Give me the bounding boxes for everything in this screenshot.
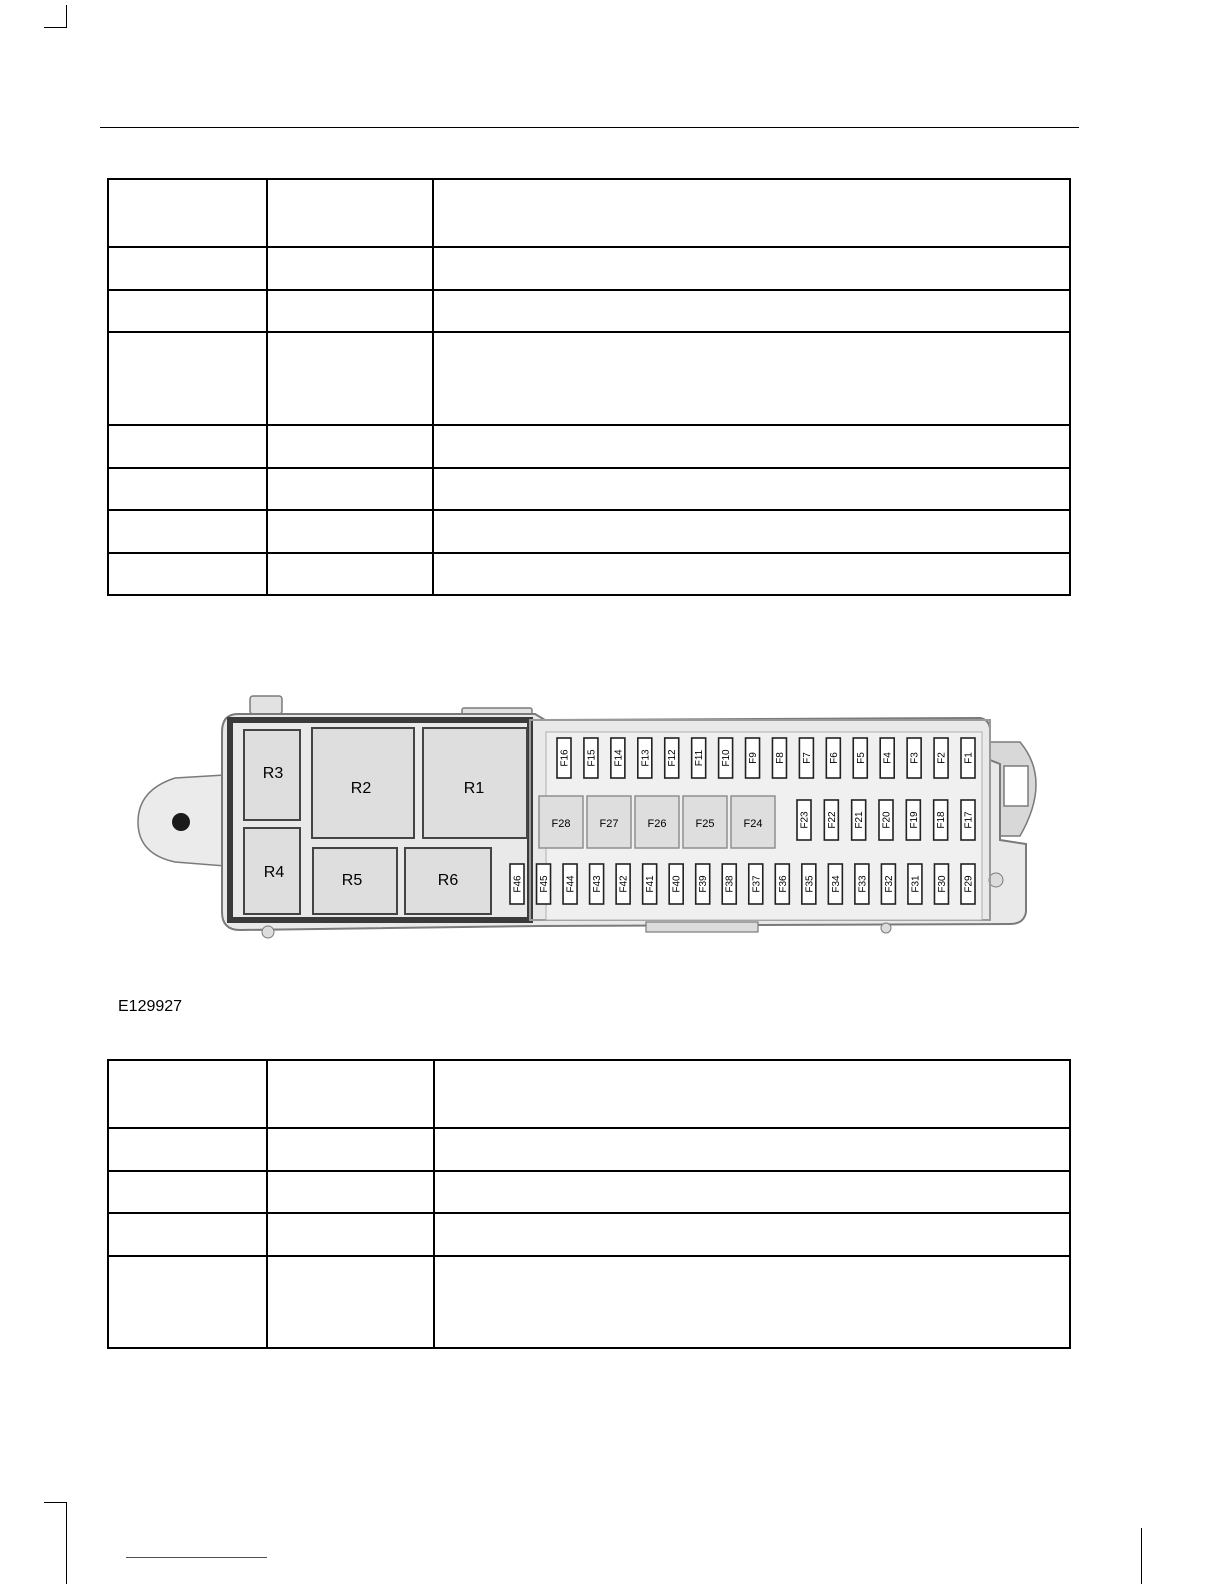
table-row xyxy=(108,425,1070,468)
table-row xyxy=(108,510,1070,553)
table-row xyxy=(108,1213,1070,1256)
fuse-f39 xyxy=(696,864,710,904)
fuse-f25 xyxy=(683,796,727,848)
fuse-label: F43 xyxy=(592,875,604,893)
fuse-label: F23 xyxy=(799,811,811,829)
relay-r2 xyxy=(312,728,414,838)
table-row xyxy=(108,1171,1070,1213)
fuse-label: F41 xyxy=(645,875,657,893)
fuse-f30 xyxy=(934,864,948,904)
fuse-label: F18 xyxy=(936,811,948,829)
fuse-label: F26 xyxy=(647,818,667,830)
upper-table xyxy=(107,178,1071,596)
figure-caption: E129927 xyxy=(118,998,183,1015)
fuse-f19 xyxy=(906,800,920,840)
fuse-f15 xyxy=(584,738,598,778)
fuse-label: F22 xyxy=(826,811,838,829)
fuse-f41 xyxy=(643,864,657,904)
fuse-f6 xyxy=(826,738,840,778)
fuse-label: F21 xyxy=(854,811,866,829)
fuse-label: F15 xyxy=(586,749,598,767)
fuse-f26 xyxy=(635,796,679,848)
fuse-f22 xyxy=(824,800,838,840)
fuse-f40 xyxy=(669,864,683,904)
fuse-label: F7 xyxy=(801,752,813,764)
fuse-label: F36 xyxy=(777,875,789,893)
fuse-label: F8 xyxy=(774,752,786,764)
fuse-label: F35 xyxy=(804,875,816,893)
fuse-f43 xyxy=(590,864,604,904)
fuse-f44 xyxy=(563,864,577,904)
fuse-f17 xyxy=(961,800,975,840)
crop-mark-bottom-left-horizontal xyxy=(44,1502,67,1503)
fuse-label: F25 xyxy=(695,818,715,830)
relay-r1 xyxy=(423,728,527,838)
fuse-label: F38 xyxy=(724,875,736,893)
fuse-label: F37 xyxy=(751,875,763,893)
fuse-f7 xyxy=(799,738,813,778)
relay-r5 xyxy=(313,848,397,914)
fuse-f3 xyxy=(907,738,921,778)
table-row xyxy=(108,553,1070,595)
relay-r1-label: R1 xyxy=(463,780,485,797)
fuse-label: F1 xyxy=(963,752,975,764)
fuse-f34 xyxy=(828,864,842,904)
fuse-f32 xyxy=(881,864,895,904)
fuse-label: F33 xyxy=(857,875,869,893)
fuse-label: F31 xyxy=(910,875,922,893)
crop-mark-top-left-vertical xyxy=(66,5,67,28)
fuse-label: F30 xyxy=(936,875,948,893)
fuse-label: F24 xyxy=(743,818,763,830)
relay-r3-label: R3 xyxy=(262,765,284,782)
fuse-label: F32 xyxy=(883,875,895,893)
fuse-label: F12 xyxy=(667,749,679,767)
fuse-f21 xyxy=(852,800,866,840)
fuse-f13 xyxy=(638,738,652,778)
relay-r6 xyxy=(405,848,491,914)
fuse-label: F44 xyxy=(565,875,577,893)
fuse-f23 xyxy=(797,800,811,840)
fuse-label: F14 xyxy=(613,749,625,767)
fuse-f35 xyxy=(802,864,816,904)
fuse-f29 xyxy=(961,864,975,904)
fuse-f46 xyxy=(510,864,524,904)
fuse-label: F4 xyxy=(882,752,894,764)
fuse-f24 xyxy=(731,796,775,848)
fuse-f20 xyxy=(879,800,893,840)
fuse-label: F9 xyxy=(748,752,760,764)
fuse-label: F5 xyxy=(855,752,867,764)
fuse-f10 xyxy=(719,738,733,778)
fuse-f37 xyxy=(749,864,763,904)
fuse-f42 xyxy=(616,864,630,904)
fuse-label: F40 xyxy=(671,875,683,893)
fuse-label: F2 xyxy=(936,752,948,764)
header-rule xyxy=(100,127,1079,128)
fuse-f36 xyxy=(775,864,789,904)
lower-table xyxy=(107,1059,1071,1349)
fuse-label: F46 xyxy=(512,875,524,893)
fuse-label: F29 xyxy=(963,875,975,893)
fuse-f16 xyxy=(557,738,571,778)
fuse-label: F34 xyxy=(830,875,842,893)
fuse-label: F42 xyxy=(618,875,630,893)
fuse-label: F10 xyxy=(721,749,733,767)
table-row xyxy=(108,290,1070,332)
fuse-f18 xyxy=(934,800,948,840)
fuse-f31 xyxy=(908,864,922,904)
table-row xyxy=(108,332,1070,425)
crop-mark-bottom-left-vertical xyxy=(66,1502,67,1584)
fuse-f27 xyxy=(587,796,631,848)
fuse-label: F19 xyxy=(908,811,920,829)
fuse-f11 xyxy=(692,738,706,778)
fuse-f2 xyxy=(934,738,948,778)
fuse-label: F45 xyxy=(539,875,551,893)
relay-r6-label: R6 xyxy=(437,872,459,889)
table-row xyxy=(108,1256,1070,1348)
fuse-label: F28 xyxy=(551,818,571,830)
fuse-f9 xyxy=(746,738,760,778)
fuse-box-diagram xyxy=(0,680,1224,1040)
relay-r4-label: R4 xyxy=(263,864,285,881)
relay-r4 xyxy=(244,828,300,914)
fuse-label: F13 xyxy=(640,749,652,767)
fuse-f28 xyxy=(539,796,583,848)
table-row xyxy=(108,247,1070,290)
fuse-label: F27 xyxy=(599,818,619,830)
fuse-f12 xyxy=(665,738,679,778)
fuse-label: F11 xyxy=(694,749,706,767)
relay-r2-label: R2 xyxy=(350,780,372,797)
fuse-label: F39 xyxy=(698,875,710,893)
table-row xyxy=(108,468,1070,510)
fuse-f4 xyxy=(880,738,894,778)
fuse-f38 xyxy=(722,864,736,904)
fuse-label: F3 xyxy=(909,752,921,764)
crop-mark-bottom-right-vertical xyxy=(1141,1528,1142,1584)
fuse-label: F6 xyxy=(828,752,840,764)
footer-link-underline[interactable] xyxy=(126,1557,267,1558)
fuse-label: F16 xyxy=(559,749,571,767)
fuse-f45 xyxy=(537,864,551,904)
fuse-f14 xyxy=(611,738,625,778)
fuse-f1 xyxy=(961,738,975,778)
table-row xyxy=(108,1060,1070,1128)
fuse-f8 xyxy=(772,738,786,778)
relay-r3 xyxy=(244,730,300,820)
fuse-label: F20 xyxy=(881,811,893,829)
fuse-f33 xyxy=(855,864,869,904)
table-row xyxy=(108,1128,1070,1171)
crop-mark-top-left-horizontal xyxy=(44,27,67,28)
relay-r5-label: R5 xyxy=(341,872,363,889)
fuse-f5 xyxy=(853,738,867,778)
table-row xyxy=(108,179,1070,247)
fuse-label: F17 xyxy=(963,811,975,829)
